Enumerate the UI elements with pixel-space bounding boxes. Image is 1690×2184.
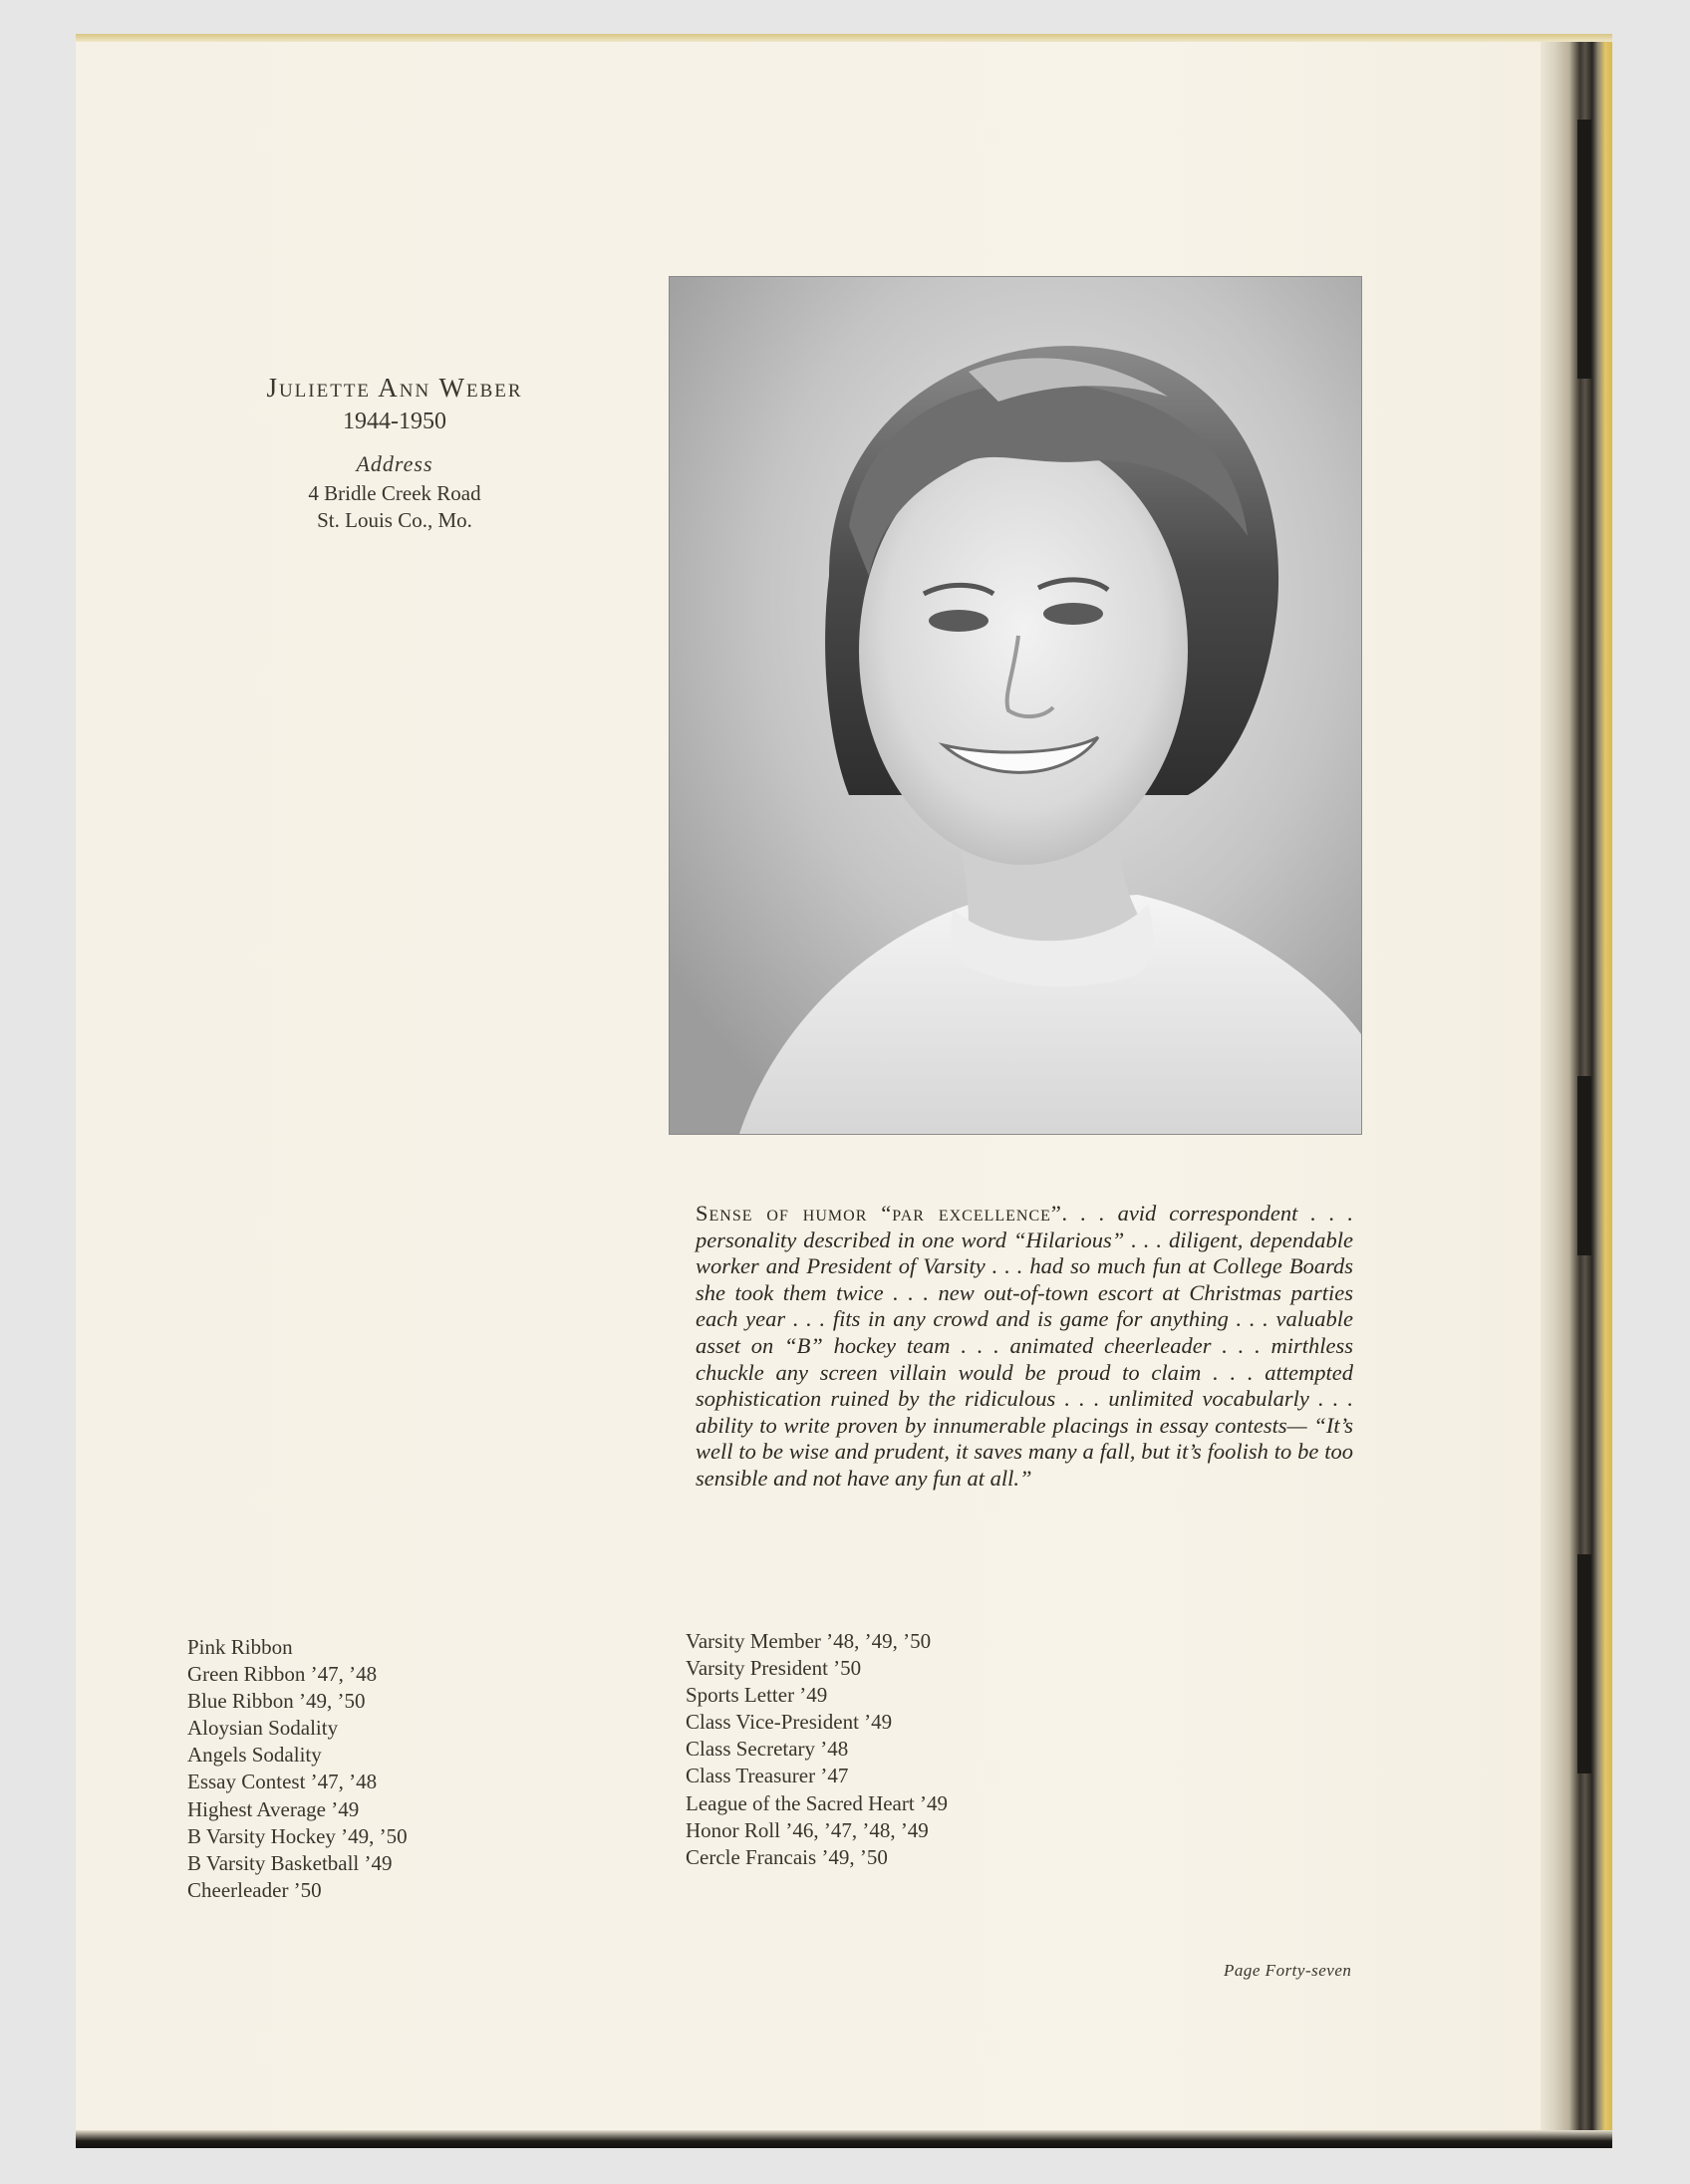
list-item: Class Vice-President ’49 [686, 1710, 893, 1735]
page-bottom-edge [76, 2130, 1612, 2148]
bio-lead-phrase: Sense of humor “par excellence” [696, 1201, 1062, 1226]
list-item: Class Secretary ’48 [686, 1737, 849, 1762]
address-line-1: 4 Bridle Creek Road [308, 481, 481, 505]
bio-text: . . . avid correspondent . . . personality described in one word “Hilarious” . . . diligent, dependable worker and President of Varsity . . . had so much fun at College Boards she took them twice . . . new out-of-town escort at Christmas parties each year . . . fits in any crowd and is game for anything . . . valuable asset on “B” hockey team . . . animated cheerleader . . . mirthless chuckle any screen villain would be proud to claim . . . attempted sophistication ruined by the ridiculous . . . unlimited vocabularly . . . ability to write proven by innumerable placings in essay contests— “It’s well to be wise and prudent, it saves many a fall, but it’s foolish to be too sensible and not have any fun at all.” [696, 1201, 1353, 1491]
student-header [195, 371, 594, 534]
attendance-years: 1944-1950 [343, 409, 446, 434]
spine-shadow [1577, 1076, 1591, 1255]
list-item: Highest Average ’49 [187, 1796, 360, 1821]
page-number: Page Forty-seven [1224, 1961, 1352, 1980]
list-item: Green Ribbon ’47, ’48 [187, 1662, 378, 1687]
list-item: Cercle Francais ’49, ’50 [686, 1844, 888, 1869]
page-top-edge [76, 34, 1612, 42]
list-item: Pink Ribbon [187, 1635, 293, 1659]
spine-shadow [1577, 1554, 1591, 1774]
list-item: Angels Sodality [187, 1743, 322, 1768]
activities-list-left [187, 1634, 566, 1904]
book-spine [1541, 42, 1612, 2134]
list-item: Honor Roll ’46, ’47, ’48, ’49 [686, 1817, 929, 1842]
list-item: Cheerleader ’50 [187, 1877, 322, 1902]
address-line-2: St. Louis Co., Mo. [317, 508, 472, 532]
list-item: Aloysian Sodality [187, 1716, 339, 1741]
student-biography [696, 1201, 1353, 1493]
student-name: Juliette Ann Weber [266, 373, 523, 403]
spine-shadow [1577, 120, 1591, 379]
list-item: Varsity Member ’48, ’49, ’50 [686, 1629, 932, 1653]
list-item: Blue Ribbon ’49, ’50 [187, 1689, 366, 1714]
list-item: Essay Contest ’47, ’48 [187, 1770, 378, 1794]
list-item: B Varsity Hockey ’49, ’50 [187, 1823, 408, 1848]
list-item: Varsity President ’50 [686, 1656, 862, 1681]
list-item: B Varsity Basketball ’49 [187, 1850, 393, 1875]
list-item: Class Treasurer ’47 [686, 1764, 849, 1788]
list-item: League of the Sacred Heart ’49 [686, 1790, 948, 1815]
address-label: Address [356, 451, 433, 476]
student-portrait-photo [670, 277, 1361, 1134]
list-item: Sports Letter ’49 [686, 1683, 828, 1708]
activities-list-right [686, 1628, 1124, 1871]
